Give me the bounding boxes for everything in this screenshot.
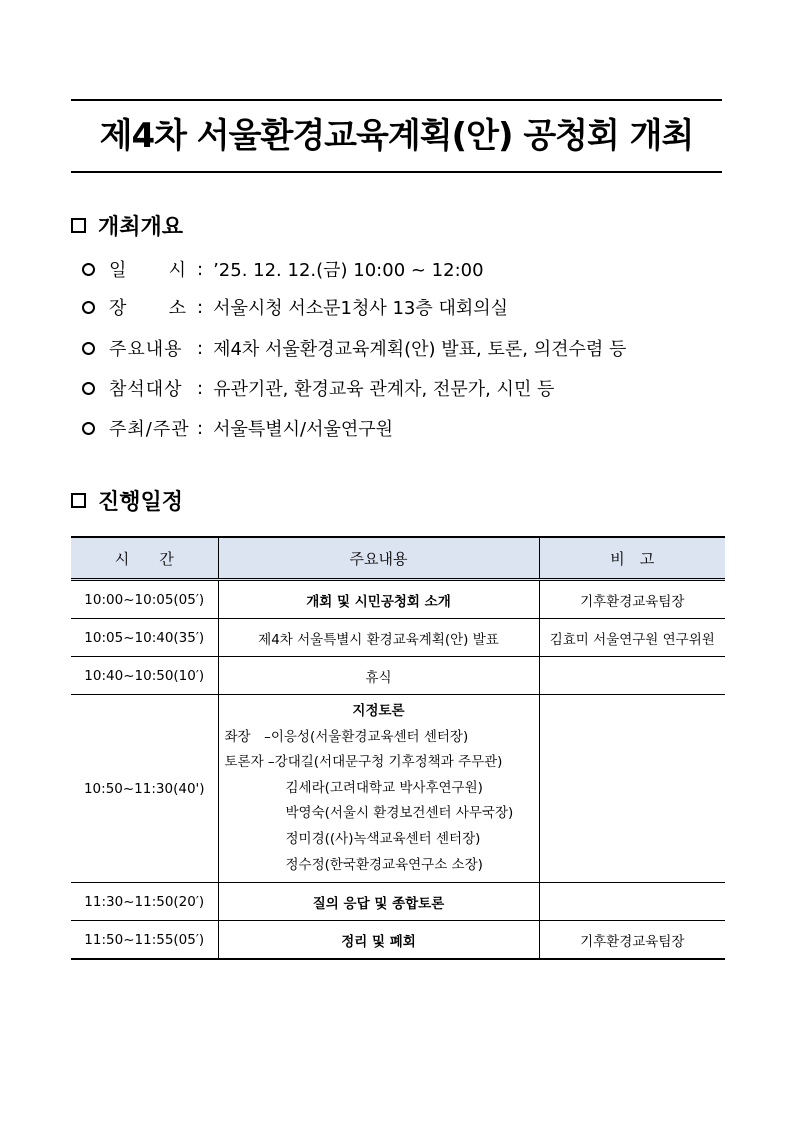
- debate-title: 지정토론: [352, 703, 405, 719]
- table-header-row: [71, 537, 725, 580]
- overview-item-date: 일 시 : ’25. 12. 12.(금) 10:00 ~ 12:00: [82, 254, 484, 284]
- note-cell: 김효미 서울연구원 연구위원: [539, 619, 725, 657]
- column-header-time: 시 간: [71, 537, 218, 580]
- debate-panelist: 박영숙(서울시 환경보건센터 사무국장): [285, 805, 514, 822]
- circle-bullet-icon: [82, 263, 95, 276]
- overview-item-content: 주요내용 : 제4차 서울환경교육계획(안) 발표, 토론, 의견수렴 등: [82, 333, 626, 363]
- table-row: [71, 921, 725, 960]
- time-cell: 10:50~11:30(40'): [71, 695, 218, 883]
- table-row: [71, 657, 725, 695]
- table-row: [71, 619, 725, 657]
- title-top-rule: [71, 99, 722, 101]
- table-row: [71, 695, 725, 883]
- content-cell: 제4차 서울특별시 환경교육계획(안) 발표: [218, 619, 539, 657]
- overview-value: 제4차 서울환경교육계획(안) 발표, 토론, 의견수렴 등: [213, 339, 627, 360]
- content-cell: 정리 및 폐회: [218, 921, 539, 960]
- content-cell: 휴식: [218, 657, 539, 695]
- debate-panelist: 토론자 –강대길(서대문구청 기후정책과 주무관): [224, 754, 503, 771]
- section-heading-label: 진행일정: [98, 490, 184, 515]
- overview-value: 서울특별시/서울연구원: [213, 419, 394, 440]
- overview-item-attendees: 참석대상 : 유관기관, 환경교육 관계자, 전문가, 시민 등: [82, 373, 554, 403]
- time-cell: 10:00~10:05(05′): [71, 580, 218, 619]
- column-header-note: 비 고: [539, 537, 725, 580]
- title-bottom-rule: [71, 171, 722, 173]
- content-cell: 개회 및 시민공청회 소개: [218, 580, 539, 619]
- overview-label: 주최/주관: [109, 419, 190, 440]
- content-cell: 질의 응답 및 종합토론: [218, 883, 539, 921]
- circle-bullet-icon: [82, 382, 95, 395]
- overview-label: 장 소: [109, 298, 187, 319]
- checkbox-square-icon: [71, 218, 86, 233]
- page-title: 제4차 서울환경교육계획(안) 공청회 개최: [99, 116, 694, 156]
- checkbox-square-icon: [71, 493, 86, 508]
- overview-label: 주요내용: [109, 339, 183, 360]
- circle-bullet-icon: [82, 301, 95, 314]
- note-cell: [539, 657, 725, 695]
- overview-label: 참석대상: [109, 379, 183, 400]
- time-cell: 10:40~10:50(10′): [71, 657, 218, 695]
- section-heading-overview: [71, 210, 183, 241]
- overview-value: 서울시청 서소문1청사 13층 대회의실: [213, 298, 509, 319]
- content-cell-debate: [218, 695, 539, 883]
- schedule-table: [71, 536, 725, 960]
- debate-panelist: 정수정(한국환경교육연구소 소장): [285, 856, 483, 873]
- note-cell: 기후환경교육팀장: [539, 580, 725, 619]
- overview-item-place: 장 소 : 서울시청 서소문1청사 13층 대회의실: [82, 292, 508, 322]
- debate-chair: 좌장 –이응성(서울환경교육센터 센터장): [224, 728, 469, 745]
- time-cell: 10:05~10:40(35′): [71, 619, 218, 657]
- note-cell: [539, 695, 725, 883]
- circle-bullet-icon: [82, 342, 95, 355]
- overview-value: 유관기관, 환경교육 관계자, 전문가, 시민 등: [213, 379, 555, 400]
- table-row: [71, 883, 725, 921]
- time-cell: 11:50~11:55(05′): [71, 921, 218, 960]
- overview-label: 일 시: [109, 260, 187, 281]
- note-cell: 기후환경교육팀장: [539, 921, 725, 960]
- time-cell: 11:30~11:50(20′): [71, 883, 218, 921]
- overview-item-host: 주최/주관 : 서울특별시/서울연구원: [82, 413, 393, 443]
- section-heading-label: 개최개요: [98, 215, 184, 240]
- table-row: [71, 580, 725, 619]
- section-heading-schedule: [71, 485, 183, 516]
- overview-value: ’25. 12. 12.(금) 10:00 ~ 12:00: [213, 260, 484, 281]
- debate-panelist: 정미경((사)녹색교육센터 센터장): [285, 830, 481, 847]
- note-cell: [539, 883, 725, 921]
- column-header-content: 주요내용: [218, 537, 539, 580]
- circle-bullet-icon: [82, 422, 95, 435]
- debate-panelist: 김세라(고려대학교 박사후연구원): [285, 779, 483, 796]
